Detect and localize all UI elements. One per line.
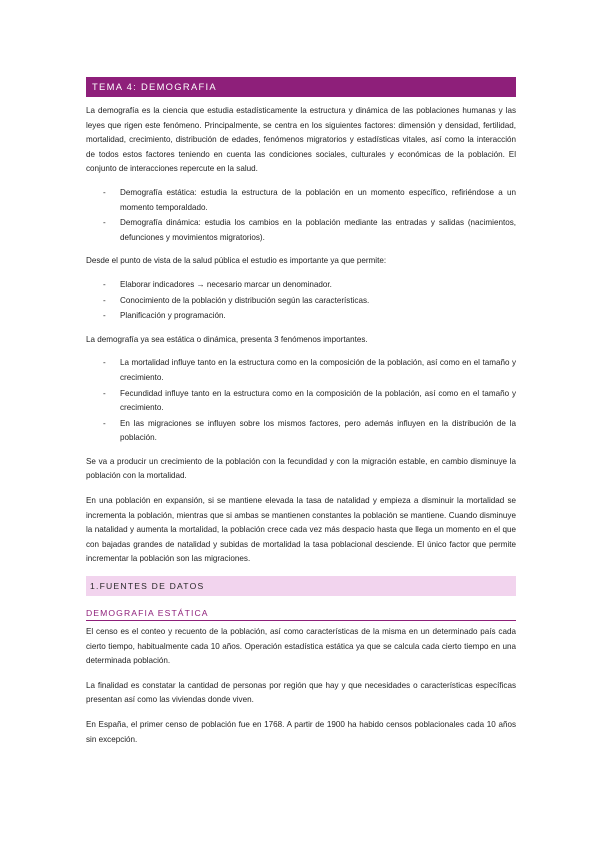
growth-paragraph: Se va a producir un crecimiento de la población con la fecundidad y con la migración estable, en cambio disminuye la población con la mortalidad. [86,456,516,481]
chapter-title: TEMA 4: DEMOGRAFIA [86,77,516,97]
list-item-text: Planificación y programación. [120,311,226,321]
list-item: - Planificación y programación. [103,311,226,321]
census-paragraph-1: El censo es el conteo y recuento de la población, así como características de la misma en un determinado país cada cierto tiempo, habitualmente cada 10 años. Operación estadística estática ya que se calcula cada cierto tiempo en una determinada población. [86,627,516,666]
census-paragraph-3: En España, el primer censo de población fue en 1768. A partir de 1900 ha habido censos poblacionales cada 10 años sin excepción. [86,720,516,744]
census-paragraph-2: La finalidad es constatar la cantidad de personas por región que hay y que necesidades o características específicas presentan así como las viviendas donde viven. [86,680,516,705]
list-item-text: Demografía estática: estudia la estructura de la población en un momento específico, refiriéndose a un momento temporaldado. [120,187,516,212]
phenomena-list [86,356,516,446]
list-item-text: Fecundidad influye tanto en la estructura como en la composición de la población, así como en el tamaño y crecimiento. [120,388,516,413]
list-item: - Elaborar indicadores → necesario marcar un denominador. [103,279,332,289]
list-item-text: Demografía dinámica: estudia los cambios en la población mediante las entradas y salidas (nacimientos, defunciones y movimientos migratorios). [120,218,516,242]
list-item: - En las migraciones se influyen sobre los mismos factores, pero además influyen en la distribución de la población. [103,418,516,443]
section-title: 1.FUENTES DE DATOS [86,576,516,596]
phenomena-intro: La demografía ya sea estática o dinámica, presenta 3 fenómenos importantes. [86,334,368,344]
list-item-text: La mortalidad influye tanto en la estructura como en la composición de la población, así como en el tamaño y crecimiento. [120,358,516,382]
list-item-text: En las migraciones se influyen sobre los mismos factores, pero además influyen en la distribución de la población. [120,418,516,443]
list-item-text: Conocimiento de la población y distribución según las características. [120,295,370,305]
list-item: - Demografía estática: estudia la estructura de la población en un momento específico, refiriéndose a un momento temporaldado. [103,187,516,212]
public-health-list [86,278,516,324]
public-health-intro: Desde el punto de vista de la salud pública el estudio es importante ya que permite: [86,256,387,266]
expansion-paragraph: En una población en expansión, si se mantiene elevada la tasa de natalidad y empieza a disminuir la mortalidad se incrementa la población, mientras que si ambas se mantienen constantes la población se mantiene. Cuando disminuye la natalidad y aumenta la mortalidad, la población crece cada vez más despacio hasta que llega un momento en el que con bajadas grandes de natalidad y subidas de mortalidad la tasa poblacional desciende. El único factor que permite incrementar la población son las migraciones. [86,496,516,564]
list-item: - Conocimiento de la población y distribución según las características. [103,295,370,305]
list-item: - Fecundidad influye tanto en la estructura como en la composición de la población, así como en el tamaño y crecimiento. [103,388,516,413]
subsection-title: DEMOGRAFIA ESTÁTICA [86,608,516,621]
list-item: - Demografía dinámica: estudia los cambios en la población mediante las entradas y salidas (nacimientos, defunciones y movimientos migratorios). [103,218,516,242]
list-item: - La mortalidad influye tanto en la estructura como en la composición de la población, así como en el tamaño y crecimiento. [103,358,516,382]
list-item-text: Elaborar indicadores → necesario marcar un denominador. [120,279,332,289]
intro-paragraph: La demografía es la ciencia que estudia estadísticamente la estructura y dinámica de las poblaciones humanas y las leyes que rigen este fenómeno. Principalmente, se centra en los siguientes factores: dimensión y densidad, fertilidad, mortalidad, crecimiento, distribución de edades, fenómenos migratorios y estadísticas vitales, así como la interacción de todos estos factores teniendo en cuenta las condiciones sociales, culturales y económicas de la población. El conjunto de interacciones repercute en la salud. [86,106,516,174]
demography-types-list [86,186,516,245]
